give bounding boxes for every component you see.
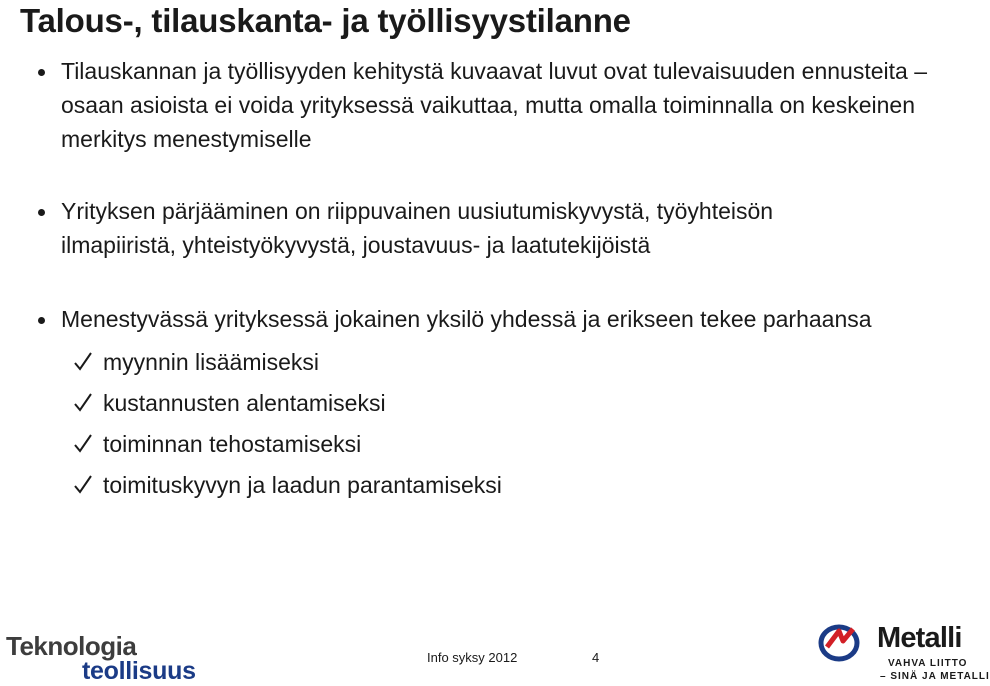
- bullet-text-line-2: ilmapiiristä, yhteistyökyvystä, joustavuus- ja laatutekijöistä: [61, 232, 651, 258]
- bullet-list: [0, 54, 959, 506]
- bullet-dot-icon: [38, 69, 45, 76]
- metalli-mark-icon: [817, 623, 873, 661]
- page-number: 4: [592, 650, 600, 665]
- metalli-logo: [817, 621, 990, 685]
- checkmark-icon: [74, 352, 92, 372]
- checklist-text: toimituskyvyn ja laadun parantamiseksi: [103, 472, 502, 498]
- bullet-text-line-1: Yrityksen pärjääminen on riippuvainen uusiutumiskyvystä, työyhteisön: [61, 198, 774, 224]
- checklist-item: [0, 424, 959, 465]
- bullet-text: Menestyvässä yrityksessä jokainen yksilö yhdessä ja erikseen tekee parhaansa: [61, 306, 872, 332]
- teknologiateollisuus-logo: [6, 631, 196, 685]
- slide-title: Talous-, tilauskanta- ja työllisyystilanne: [20, 2, 631, 39]
- bullet-item: [0, 302, 959, 336]
- checkmark-icon: [74, 393, 92, 413]
- logo-line-1: Teknologia: [6, 631, 137, 661]
- bullet-dot-icon: [38, 317, 45, 324]
- logo-name: Metalli: [877, 622, 962, 654]
- logo-tagline-1: VAHVA LIITTO: [888, 658, 968, 669]
- checklist-item: [0, 465, 959, 506]
- checklist-text: toiminnan tehostamiseksi: [103, 431, 362, 457]
- checkmark-icon: [74, 475, 92, 495]
- bullet-dot-icon: [38, 209, 45, 216]
- bullet-item: [0, 54, 959, 156]
- footer-text: Info syksy 2012: [427, 650, 518, 665]
- checklist-item: [0, 383, 959, 424]
- checklist-text: myynnin lisäämiseksi: [103, 349, 320, 375]
- logo-line-2: teollisuus: [82, 657, 196, 685]
- checklist-item: [0, 342, 959, 383]
- bullet-text: Tilauskannan ja työllisyyden kehitystä kuvaavat luvut ovat tulevaisuuden ennusteita – osaan asioista ei voida yrityksessä vaikuttaa, mutta omalla toiminnalla on keskeinen merkitys menestymiselle: [61, 58, 928, 152]
- checklist-text: kustannusten alentamiseksi: [103, 390, 386, 416]
- logo-tagline-2: – SINÄ JA METALLI: [880, 671, 990, 682]
- bullet-item: [0, 194, 959, 262]
- checkmark-icon: [74, 434, 92, 454]
- checklist: [0, 342, 959, 506]
